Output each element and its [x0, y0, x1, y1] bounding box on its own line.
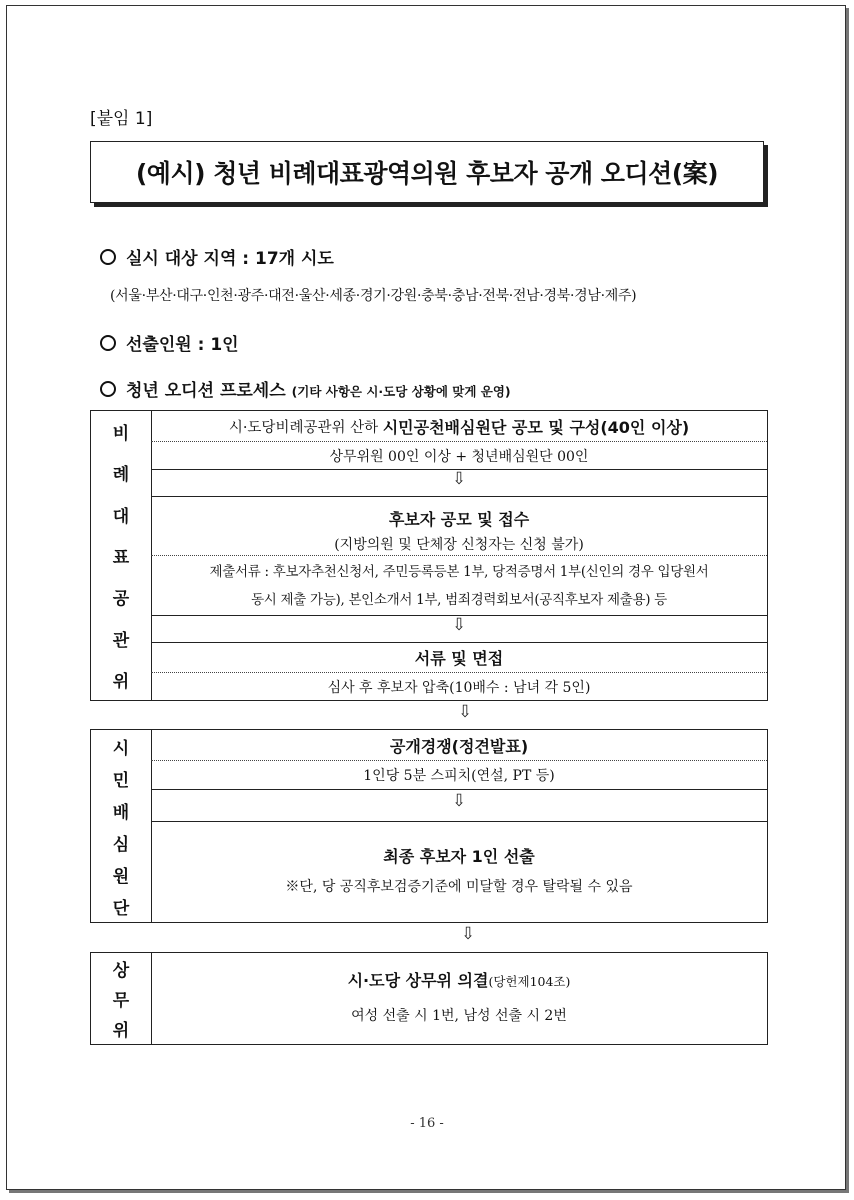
page-number: - 16 -: [410, 1116, 444, 1131]
document-title-text: (예시) 청년 비례대표광역의원 후보자 공개 오디션(案): [135, 159, 719, 188]
step-title: 후보자 공모 및 접수: [388, 510, 530, 529]
step-title-line: [348, 964, 571, 999]
side-char: 표: [112, 547, 130, 568]
process-group-committee: [90, 410, 768, 701]
side-char: 례: [112, 465, 130, 486]
side-char: 배: [112, 802, 130, 823]
side-char: 대: [112, 506, 130, 527]
down-arrow-icon: ⇩: [451, 615, 467, 635]
step-text: ※단, 당 공직후보검증기준에 미달할 경우 탈락될 수 있음: [285, 879, 633, 895]
side-char: 위: [112, 1021, 130, 1042]
step-committee-resolution: [151, 953, 767, 1044]
section-target-regions: [100, 244, 334, 269]
side-char: 시: [112, 738, 130, 759]
step-text: 시·도당비례공관위 산하: [228, 419, 379, 436]
side-char: 위: [112, 671, 130, 692]
side-char: 공: [112, 589, 130, 610]
region-list: (서울·부산·대구·인천·광주·대전·울산·세종·경기·강원·충북·충남·전북·전남·경북·경남·제주): [110, 288, 637, 304]
step-title: 시민공천배심원단 공모 및 구성(40인 이상): [382, 417, 690, 437]
docs-line: 제출서류 : 후보자추천신청서, 주민등록등본 1부, 당적증명서 1부(신인의 경우 입당원서: [209, 564, 709, 580]
group-side-label: [91, 730, 152, 922]
step-title: 공개경쟁(정견발표): [389, 736, 529, 756]
step-final-selection: [151, 821, 767, 922]
step-screening-title: [151, 642, 767, 673]
section-process: [100, 376, 511, 401]
down-arrow-icon: ⇩: [451, 791, 467, 811]
charter-reference: (당헌제104조): [488, 974, 571, 989]
document-title: [90, 141, 764, 203]
step-candidate-restriction: [151, 537, 767, 556]
step-public-competition-detail: 1인당 5분 스피치(연설, PT 등): [151, 761, 767, 790]
side-char: 단: [112, 898, 130, 919]
side-char: 민: [112, 770, 130, 791]
side-char: 상: [112, 960, 130, 981]
side-char: 무: [112, 990, 130, 1011]
step-title: 최종 후보자 1인 선출: [383, 847, 535, 866]
step-public-competition-title: [151, 730, 767, 761]
section-selection-count: [100, 330, 239, 355]
circle-bullet-icon: [100, 335, 116, 351]
step-text: 여성 선출 시 1번, 남성 선출 시 2번: [351, 1008, 567, 1024]
step-title: 시·도당 상무위 의결: [347, 971, 489, 990]
process-group-citizen-jury: [90, 729, 768, 923]
step-text: (지방의원 및 단체장 신청자는 신청 불가): [334, 537, 584, 553]
process-group-standing-committee: [90, 952, 768, 1045]
step-title: 서류 및 면접: [414, 649, 504, 668]
step-screening-detail: 심사 후 후보자 압축(10배수 : 남녀 각 5인): [327, 680, 591, 696]
step-jury-formation: [151, 411, 767, 442]
circle-bullet-icon: [100, 249, 116, 265]
circle-bullet-icon: [100, 381, 116, 397]
side-char: 관: [112, 630, 130, 651]
step-required-documents: [151, 557, 767, 616]
down-arrow-icon: ⇩: [460, 924, 476, 944]
down-arrow-icon: ⇩: [457, 702, 473, 722]
section-heading: 청년 오디션 프로세스: [126, 381, 286, 401]
attachment-label: [붙임 1]: [90, 109, 153, 129]
group-side-label: [91, 411, 152, 700]
section-heading: 실시 대상 지역 : 17개 시도: [126, 249, 334, 269]
section-heading: 선출인원 : 1인: [126, 335, 239, 355]
docs-line: 동시 제출 가능), 본인소개서 1부, 범죄경력회보서(공직후보자 제출용) 등: [251, 592, 667, 608]
side-char: 비: [112, 424, 130, 445]
down-arrow-icon: ⇩: [451, 469, 467, 489]
side-char: 심: [112, 834, 130, 855]
side-char: 원: [112, 866, 130, 887]
step-jury-composition: 상무위원 00인 이상 + 청년배심원단 00인: [151, 442, 767, 470]
section-note: (기타 사항은 시·도당 상황에 맞게 운영): [291, 384, 511, 399]
group-side-label: [91, 953, 152, 1044]
